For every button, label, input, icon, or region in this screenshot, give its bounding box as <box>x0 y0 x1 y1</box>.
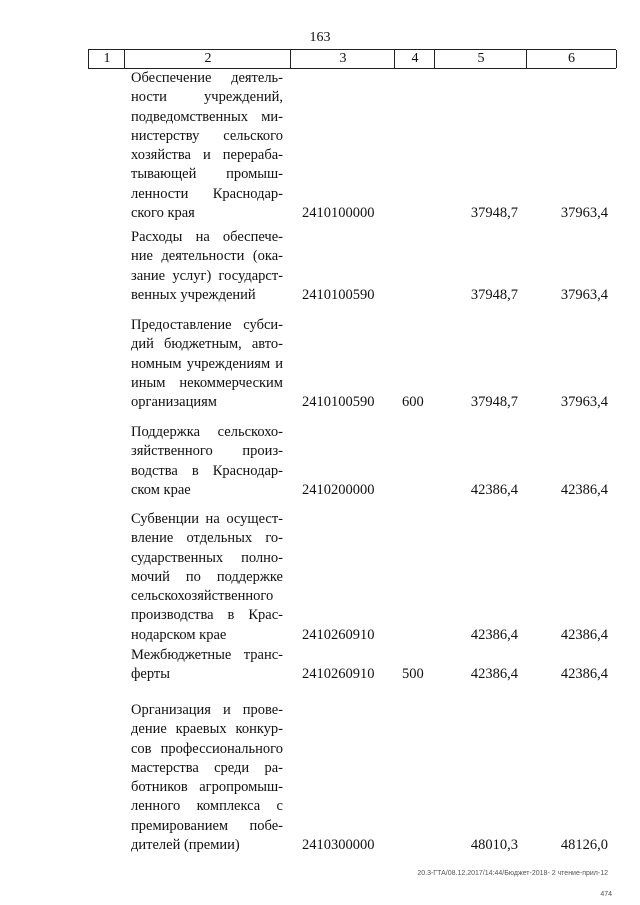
target-article-code: 2410100590 <box>302 286 375 303</box>
description-line: ском крае <box>131 481 191 498</box>
description-line: сельскохозяйственного <box>131 588 274 605</box>
description-line: зяйственного произ- <box>131 443 283 460</box>
amount-col-6: 37963,4 <box>560 286 608 303</box>
footer-page-mark: 474 <box>600 891 612 898</box>
row-description <box>131 316 283 412</box>
description-line: сударственных полно- <box>131 549 283 566</box>
description-line: тывающей промыш- <box>131 166 283 183</box>
header-col-6: 6 <box>526 50 617 68</box>
amount-col-6: 42386,4 <box>560 626 608 643</box>
target-article-code: 2410100000 <box>302 205 375 222</box>
amount-col-5: 42386,4 <box>470 481 518 498</box>
target-article-code: 2410200000 <box>302 481 375 498</box>
description-line: водства в Краснодар- <box>131 462 283 479</box>
description-line: венных учреждений <box>131 286 256 303</box>
target-article-code: 2410260910 <box>302 666 375 683</box>
amount-col-6: 48126,0 <box>560 837 608 854</box>
description-line: вление отдельных го- <box>131 530 283 547</box>
amount-col-6: 42386,4 <box>560 666 608 683</box>
target-article-code: 2410300000 <box>302 837 375 854</box>
description-line: производства в Крас- <box>131 607 283 624</box>
description-line: ботников агропромыш- <box>131 779 283 796</box>
description-line: хозяйства и перераба- <box>131 147 283 164</box>
header-col-4: 4 <box>394 50 435 68</box>
amount-col-6: 37963,4 <box>560 394 608 411</box>
page-number: 163 <box>309 30 331 45</box>
row-description <box>131 510 283 645</box>
description-line: мастерства среди ра- <box>131 759 283 776</box>
description-line: премированием побе- <box>131 817 283 834</box>
row-description <box>131 69 283 223</box>
description-line: дение краевых конкур- <box>131 721 283 738</box>
description-line: иным некоммерческим <box>131 374 283 391</box>
header-col-2: 2 <box>124 50 291 68</box>
description-line: Субвенции на осущест- <box>131 511 283 527</box>
header-col-5: 5 <box>434 50 527 68</box>
expense-type-code: 500 <box>402 666 424 683</box>
description-line: организациям <box>131 394 217 411</box>
amount-col-5: 42386,4 <box>470 626 518 643</box>
description-line: Предоставление субси- <box>131 317 283 333</box>
description-line: дий бюджетным, авто- <box>131 336 283 353</box>
description-line: ние деятельности (ока- <box>131 248 283 265</box>
row-description <box>131 228 283 305</box>
description-line: Поддержка сельскохо- <box>131 424 283 440</box>
row-description <box>131 646 283 685</box>
description-line: ленного комплекса с <box>131 798 283 815</box>
description-line: номным учреждениям и <box>131 355 283 372</box>
description-line: Организация и прове- <box>131 702 283 718</box>
amount-col-5: 37948,7 <box>470 286 518 303</box>
description-line: ферты <box>131 666 170 683</box>
description-line: нодарском крае <box>131 626 227 643</box>
table-header <box>88 49 616 69</box>
description-line: нистерству сельского <box>131 127 283 144</box>
description-line: подведомственных ми- <box>131 108 283 125</box>
description-line: ленности Краснодар- <box>131 185 283 202</box>
amount-col-5: 48010,3 <box>470 837 518 854</box>
target-article-code: 2410100590 <box>302 394 375 411</box>
description-line: дителей (премии) <box>131 837 240 854</box>
description-line: Расходы на обеспече- <box>131 229 283 245</box>
description-line: сов профессионального <box>131 740 283 757</box>
amount-col-5: 42386,4 <box>470 666 518 683</box>
description-line: зание услуг) государст- <box>131 267 283 284</box>
description-line: Обеспечение деятель- <box>131 70 283 86</box>
amount-col-5: 37948,7 <box>470 205 518 222</box>
description-line: ности учреждений, <box>131 89 283 106</box>
description-line: Межбюджетные транс- <box>131 647 283 663</box>
description-line: мочий по поддержке <box>131 568 283 585</box>
amount-col-6: 37963,4 <box>560 205 608 222</box>
description-line: ского края <box>131 205 195 222</box>
amount-col-6: 42386,4 <box>560 481 608 498</box>
target-article-code: 2410260910 <box>302 626 375 643</box>
amount-col-5: 37948,7 <box>470 394 518 411</box>
expense-type-code: 600 <box>402 394 424 411</box>
header-col-3: 3 <box>290 50 395 68</box>
header-col-1: 1 <box>88 50 125 68</box>
row-description <box>131 423 283 500</box>
footer-stamp: 20.3-ГТА/08.12.2017/14:44/Бюджет-2018- 2 чтение-прил-12 <box>417 870 608 877</box>
row-description <box>131 701 283 855</box>
